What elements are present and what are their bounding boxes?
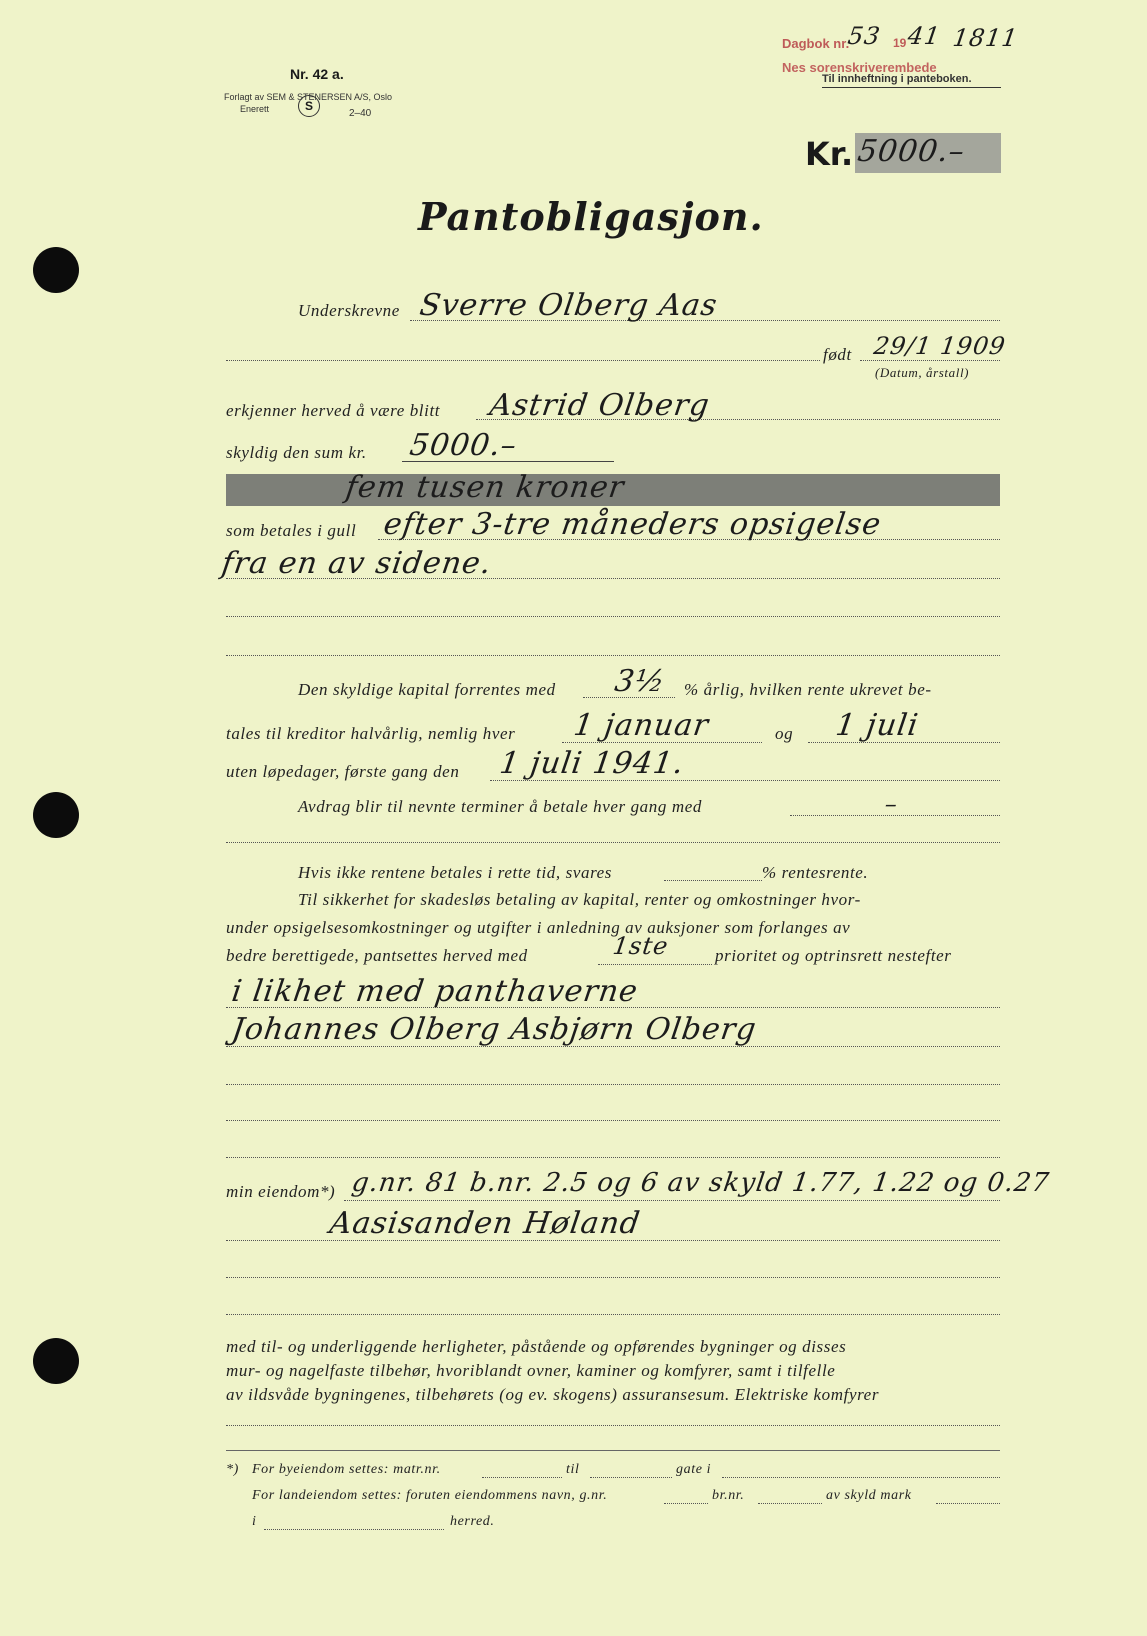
interest-l1-text: Den skyldige kapital forrentes med xyxy=(298,680,556,699)
acknowledge-label: erkjenner herved å være blitt xyxy=(226,401,441,420)
publisher-date: 2–40 xyxy=(349,108,372,119)
born-label: født xyxy=(823,345,852,364)
kr-amount: 5000.– xyxy=(855,134,968,169)
priority-line xyxy=(598,964,712,965)
late-interest-text: Hvis ikke rentene betales i rette tid, svares xyxy=(298,863,613,882)
blank-line-6 xyxy=(226,1157,1000,1158)
publisher-copyright: Enerett xyxy=(240,104,270,114)
stamp-year-prefix: 19 xyxy=(893,36,907,50)
amount-words: fem tusen kroner xyxy=(343,470,627,505)
interest-rate-line xyxy=(583,697,675,698)
binder-hole-middle xyxy=(33,792,79,838)
blank-line-4 xyxy=(226,1084,1000,1085)
footnote-l3-a: i xyxy=(252,1514,257,1529)
interest-og: og xyxy=(775,724,794,743)
binder-hole-bottom xyxy=(33,1338,79,1384)
interest-date1: 1 januar xyxy=(571,708,712,743)
interest-first-date: 1 juli 1941. xyxy=(497,746,687,781)
footnote-l2-line-b xyxy=(758,1503,822,1504)
stamp-dagbok-label: Dagbok nr. xyxy=(782,36,850,51)
stamp-note-rule xyxy=(822,87,1001,88)
property-label: min eiendom*) xyxy=(226,1182,336,1201)
footnote-star: *) xyxy=(226,1462,239,1477)
born-line-left xyxy=(226,360,820,361)
pay-value-2: fra en av sidene. xyxy=(219,546,494,581)
late-interest-line xyxy=(664,880,762,881)
blank-line-1 xyxy=(226,616,1000,617)
blank-line-5 xyxy=(226,1120,1000,1121)
closing-l3: av ildsvåde bygningenes, tilbehørets (og ev. skogens) assuransesum. Elektriske komfyrer xyxy=(226,1385,880,1404)
footnote-l2-c: av skyld mark xyxy=(826,1488,912,1503)
security-l1: Til sikkerhet for skadesløs betaling av kapital, renter og omkostninger hvor- xyxy=(298,890,861,909)
footnote-l3-line xyxy=(264,1529,444,1530)
blank-line-9 xyxy=(226,1425,1000,1426)
acknowledge-value: Astrid Olberg xyxy=(487,388,712,423)
pay-label: som betales i gull xyxy=(226,521,357,540)
pay-value: efter 3-tre måneders opsigelse xyxy=(381,507,884,542)
stamp-note: Til innheftning i panteboken. xyxy=(822,73,972,85)
publisher-line: Forlagt av SEM & STENERSEN A/S, Oslo xyxy=(224,92,393,102)
closing-l1: med til- og underliggende herligheter, påstående og opførendes bygninger og disses xyxy=(226,1337,847,1356)
interest-l2-text: tales til kreditor halvårlig, nemlig hver xyxy=(226,724,516,743)
interest-rate: 3½ xyxy=(612,664,668,699)
property-value: g.nr. 81 b.nr. 2.5 og 6 av skyld 1.77, 1.22 og 0.27 xyxy=(349,1168,1052,1198)
stamp-office: Nes sorenskriverembede xyxy=(782,60,937,75)
owe-label: skyldig den sum kr. xyxy=(226,443,367,462)
closing-l2: mur- og nagelfaste tilbehør, hvoriblandt ovner, kaminer og komfyrer, samt i tilfelle xyxy=(226,1361,836,1380)
footnote-l2-a: For landeiendom settes: foruten eiendommens navn, g.nr. xyxy=(252,1488,608,1503)
form-number: Nr. 42 a. xyxy=(290,66,344,82)
interest-date2: 1 juli xyxy=(833,708,921,743)
publisher-logo-icon: S xyxy=(298,95,320,117)
footnote-l1-c: gate i xyxy=(676,1462,712,1477)
footnote-l3-b: herred. xyxy=(450,1514,495,1529)
born-hint: (Datum, årstall) xyxy=(875,365,970,380)
undersign-value: Sverre Olberg Aas xyxy=(417,288,720,323)
dagbok-date: 1811 xyxy=(951,24,1021,52)
born-value: 29/1 1909 xyxy=(872,332,1008,360)
installment-text: Avdrag blir til nevnte terminer å betale hver gang med xyxy=(298,797,702,816)
born-line-right xyxy=(860,360,1000,361)
footnote-l2-b: br.nr. xyxy=(712,1488,745,1503)
security-l2: under opsigelsesomkostninger og utgifter i anledning av auksjoner som forlanges av xyxy=(226,918,851,937)
footnote-l1-b: til xyxy=(566,1462,580,1477)
security-hand-2: Johannes Olberg Asbjørn Olberg xyxy=(229,1012,759,1047)
priority-value: 1ste xyxy=(611,932,671,960)
blank-line-2 xyxy=(226,655,1000,656)
interest-date1-line xyxy=(562,742,762,743)
property-line xyxy=(344,1200,1000,1201)
interest-first-line xyxy=(490,780,1000,781)
security-l3-b: prioritet og optrinsrett nestefter xyxy=(715,946,952,965)
footnote-l1-a: For byeiendom settes: matr.nr. xyxy=(252,1462,441,1477)
security-l3-a: bedre berettigede, pantsettes herved med xyxy=(226,946,528,965)
binder-hole-top xyxy=(33,247,79,293)
footnote-l1-line-a xyxy=(482,1477,562,1478)
interest-l3-text: uten løpedager, første gang den xyxy=(226,762,460,781)
property-value-2: Aasisanden Høland xyxy=(327,1206,643,1241)
blank-line-7 xyxy=(226,1277,1000,1278)
document-title: Pantobligasjon. xyxy=(418,194,764,239)
installment-dash: – xyxy=(883,790,900,818)
kr-label: Kr. xyxy=(805,135,854,173)
dagbok-year: 41 xyxy=(906,22,943,50)
interest-date2-line xyxy=(808,742,1000,743)
undersign-label: Underskrevne xyxy=(298,301,400,320)
blank-line-8 xyxy=(226,1314,1000,1315)
blank-line-3 xyxy=(226,842,1000,843)
late-interest-tail: % rentesrente. xyxy=(762,863,869,882)
footnote-l1-line-b xyxy=(590,1477,672,1478)
interest-l1-tail: % årlig, hvilken rente ukrevet be- xyxy=(684,680,932,699)
dagbok-number: 53 xyxy=(846,22,883,50)
footnote-rule xyxy=(226,1450,1000,1451)
owe-value: 5000.– xyxy=(407,428,520,463)
footnote-l2-line-c xyxy=(936,1503,1000,1504)
security-hand-1: i likhet med panthaverne xyxy=(229,974,641,1009)
footnote-l2-line-a xyxy=(664,1503,708,1504)
footnote-l1-line-c xyxy=(722,1477,1000,1478)
